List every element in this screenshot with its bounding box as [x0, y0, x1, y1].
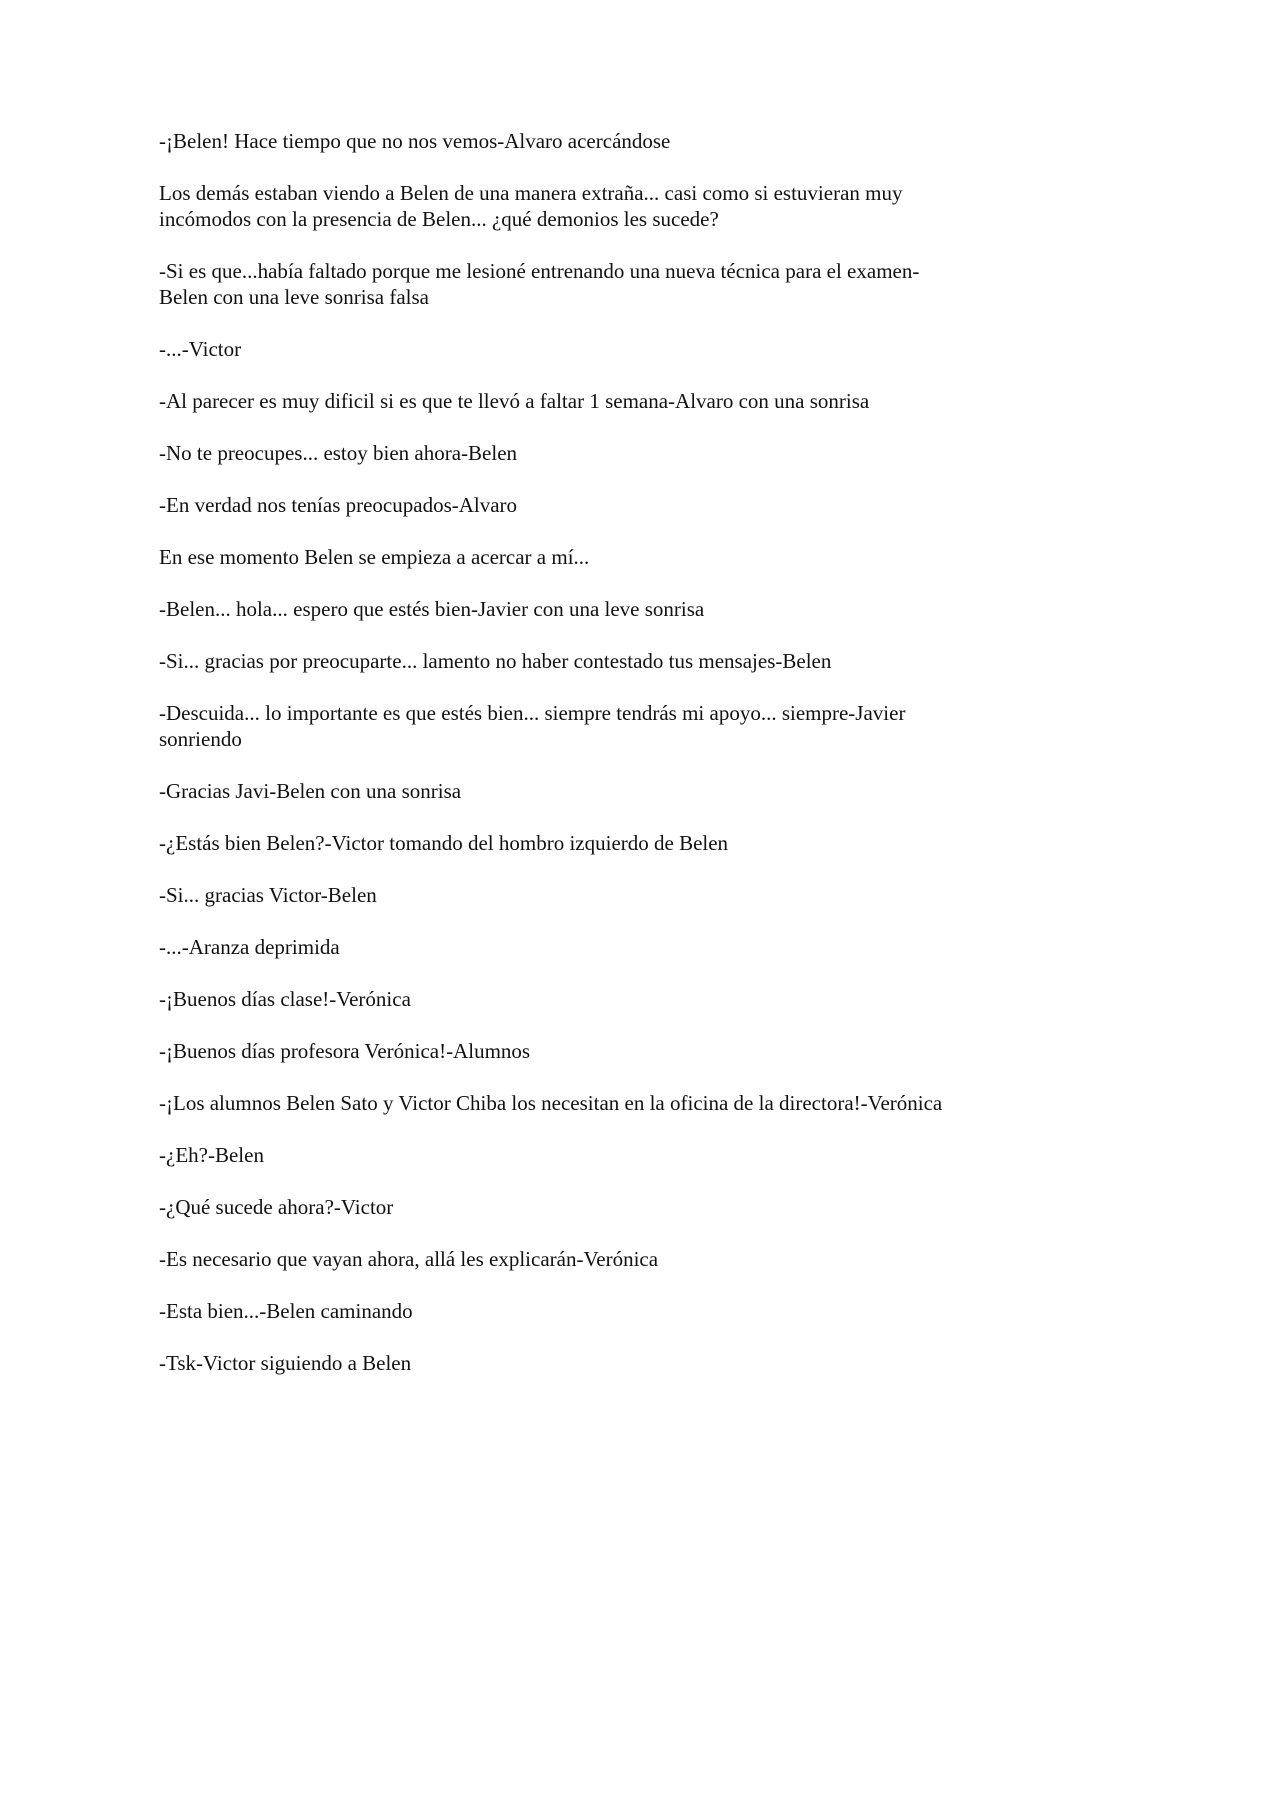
paragraph: -¡Buenos días profesora Verónica!-Alumnos [159, 1039, 531, 1063]
paragraph: -Belen... hola... espero que estés bien-Javier con una leve sonrisa [159, 597, 705, 621]
paragraph: -No te preocupes... estoy bien ahora-Belen [159, 441, 518, 465]
paragraph: -¡Buenos días clase!-Verónica [159, 987, 411, 1011]
paragraph: -Gracias Javi-Belen con una sonrisa [159, 779, 462, 803]
paragraph: -Esta bien...-Belen caminando [159, 1299, 413, 1323]
paragraph: -¿Qué sucede ahora?-Victor [159, 1195, 394, 1219]
paragraph: -...-Victor [159, 337, 242, 361]
paragraph: -Tsk-Victor siguiendo a Belen [159, 1351, 412, 1375]
paragraph: -Al parecer es muy dificil si es que te llevó a faltar 1 semana-Alvaro con una sonrisa [159, 389, 870, 413]
paragraph: -¡Los alumnos Belen Sato y Victor Chiba los necesitan en la oficina de la directora!-Verónica [159, 1091, 943, 1115]
paragraph: -Es necesario que vayan ahora, allá les explicarán-Verónica [159, 1247, 659, 1271]
paragraph: En ese momento Belen se empieza a acercar a mí... [159, 545, 590, 569]
paragraph: -Descuida... lo importante es que estés bien... siempre tendrás mi apoyo... siempre-Javier sonriendo [159, 701, 906, 751]
paragraph: -En verdad nos tenías preocupados-Alvaro [159, 493, 518, 517]
paragraph: -¿Eh?-Belen [159, 1143, 264, 1167]
document-body [159, 128, 959, 1402]
paragraph: -...-Aranza deprimida [159, 935, 340, 959]
paragraph: -Si... gracias por preocuparte... lamento no haber contestado tus mensajes-Belen [159, 649, 832, 673]
paragraph: Los demás estaban viendo a Belen de una manera extraña... casi como si estuvieran muy incómodos con la presencia de Belen... ¿qué demonios les sucede? [159, 181, 903, 231]
paragraph: -Si... gracias Victor-Belen [159, 883, 377, 907]
paragraph: -¡Belen! Hace tiempo que no nos vemos-Alvaro acercándose [159, 129, 671, 153]
paragraph: -Si es que...había faltado porque me lesioné entrenando una nueva técnica para el examen-Belen con una leve sonrisa falsa [159, 259, 920, 309]
paragraph: -¿Estás bien Belen?-Victor tomando del hombro izquierdo de Belen [159, 831, 729, 855]
